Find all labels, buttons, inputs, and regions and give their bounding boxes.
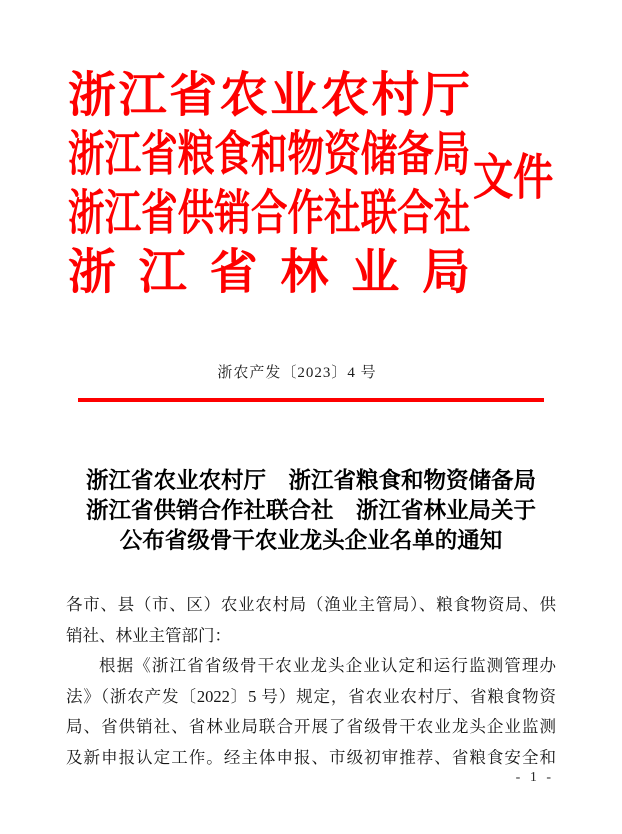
body-line-2: 销社、林业主管部门： (66, 625, 231, 645)
document-title-line-2: 浙江省供销合作社联合社 浙江省林业局关于 (85, 498, 536, 523)
file-label (473, 150, 571, 205)
letterhead-org-2-wrap (68, 125, 470, 184)
document-body (66, 590, 556, 774)
document-title-line-1: 浙江省农业农村厅 浙江省粮食和物资储备局 (85, 468, 536, 493)
letterhead-org-2: 浙江省粮食和物资储备局 (68, 128, 471, 181)
letterhead (68, 66, 470, 302)
file-label-text: 文件 (473, 150, 554, 205)
body-line-5: 局、省供销社、省林业局联合开展了省级骨干农业龙头企业监测 (66, 717, 556, 737)
letterhead-org-3-wrap (68, 184, 470, 243)
document-title-line-3: 公布省级骨干农业龙头企业名单的通知 (119, 528, 503, 553)
body-line-1: 各市、县（市、区）农业农村局（渔业主管局）、粮食物资局、供 (66, 595, 556, 614)
page-number: - 1 - (515, 770, 554, 785)
document-title (0, 466, 622, 556)
doc-number: 浙农产发〔2023〕4 号 (217, 365, 377, 381)
letterhead-org-1: 浙江省农业农村厅 (68, 69, 470, 122)
letterhead-org-3: 浙江省供销合作社联合社 (68, 187, 471, 240)
body-line-6: 及新申报认定工作。经主体申报、市级初审推荐、省粮食安全和 (66, 747, 556, 767)
body-line-3: 根据《浙江省省级骨干农业龙头企业认定和运行监测管理办 (99, 656, 556, 676)
red-divider-line (78, 398, 544, 402)
body-line-4: 法》（浙农产发〔2022〕5 号）规定，省农业农村厅、省粮食物资 (66, 686, 556, 706)
letterhead-org-4: 浙江省林业局 (68, 246, 470, 299)
